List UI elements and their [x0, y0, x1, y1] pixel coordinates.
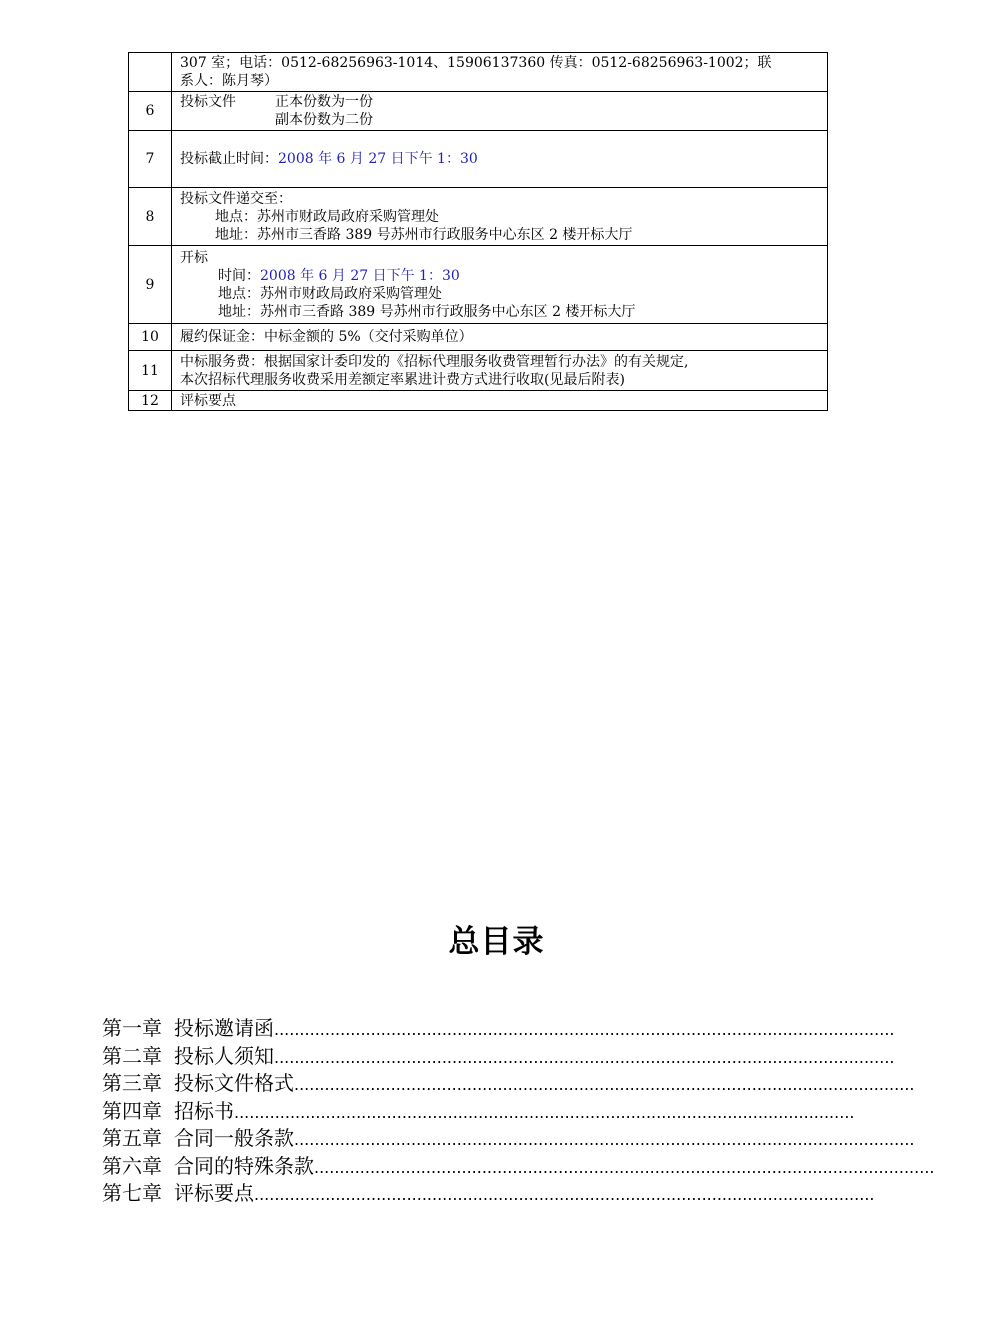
- toc-entry-4[interactable]: [102, 1095, 855, 1123]
- evaluation-points-cell: 评标要点: [172, 391, 828, 411]
- toc-chapter: 第一章: [102, 1016, 162, 1040]
- toc-leader-dots: ..........................................................................................................................: [294, 1130, 915, 1149]
- table-of-contents: [102, 1012, 935, 1205]
- opening-time-value: 2008 年 6 月 27 日下午 1：30: [260, 267, 460, 284]
- toc-title: 总目录: [448, 924, 545, 960]
- opening-title: 开标: [180, 249, 208, 266]
- bid-documents-cell: [172, 92, 828, 131]
- row-number: [129, 53, 172, 92]
- duplicate-copies: 副本份数为二份: [275, 112, 373, 128]
- opening-time: [180, 267, 821, 285]
- row-number: 6: [129, 92, 172, 131]
- toc-chapter-name: 评标要点: [174, 1181, 254, 1205]
- toc-chapter-name: 投标邀请函: [174, 1016, 274, 1040]
- table-row: [129, 188, 828, 246]
- toc-chapter-name: 合同的特殊条款: [174, 1153, 314, 1178]
- original-copies: 正本份数为一份: [275, 94, 373, 110]
- row-number: 10: [129, 324, 172, 351]
- table-row: [129, 53, 828, 92]
- toc-entry-7[interactable]: [102, 1177, 875, 1205]
- toc-leader-dots: ..........................................................................................................................: [274, 1020, 895, 1039]
- toc-chapter: 第五章: [102, 1126, 162, 1150]
- table-row: [129, 246, 828, 324]
- toc-leader-dots: ..........................................................................................................................: [234, 1102, 855, 1122]
- deadline-label: 投标截止时间：: [180, 151, 278, 167]
- opening-cell: [172, 246, 828, 324]
- toc-chapter: 第六章: [102, 1153, 162, 1178]
- table-row: [129, 324, 828, 351]
- row-number: 7: [129, 131, 172, 188]
- service-fee-line-2: 本次招标代理服务收费采用差额定率累进计费方式进行收取(见最后附表): [180, 371, 625, 388]
- deadline-value: 2008 年 6 月 27 日下午 1：30: [278, 151, 478, 167]
- contact-line-1: 307 室；电话：0512-68256963-1014、15906137360 传真：0512-68256963-1002；联: [180, 55, 772, 71]
- deadline-cell: [172, 131, 828, 188]
- service-fee-line-1: 中标服务费：根据国家计委印发的《招标代理服务收费管理暂行办法》的有关规定,: [180, 353, 689, 370]
- toc-chapter: 第七章: [102, 1181, 162, 1205]
- tender-info-table: [128, 52, 828, 411]
- submission-cell: [172, 188, 828, 246]
- submission-address: 地址：苏州市三香路 389 号苏州市行政服务中心东区 2 楼开标大厅: [215, 226, 633, 243]
- submission-title: 投标文件递交至：: [180, 190, 292, 207]
- toc-chapter-name: 招标书: [174, 1098, 234, 1123]
- toc-leader-dots: ..........................................................................................................................: [254, 1185, 875, 1204]
- row-number: 12: [129, 391, 172, 411]
- table-row: [129, 351, 828, 391]
- toc-entry-2[interactable]: [102, 1040, 895, 1068]
- table-row: [129, 92, 828, 131]
- performance-bond-cell: 履约保证金：中标金额的 5%（交付采购单位）: [172, 324, 828, 351]
- toc-entry-3[interactable]: [102, 1067, 915, 1095]
- table-row: [129, 391, 828, 411]
- opening-place: 地点：苏州市财政局政府采购管理处: [218, 285, 442, 302]
- toc-chapter: 第三章: [102, 1071, 162, 1095]
- toc-chapter-name: 投标人须知: [174, 1043, 274, 1068]
- row-number: 9: [129, 246, 172, 324]
- table-row: [129, 131, 828, 188]
- toc-entry-5[interactable]: [102, 1122, 915, 1150]
- toc-entry-1[interactable]: [102, 1012, 895, 1040]
- bid-documents-label: 投标文件: [180, 94, 236, 110]
- service-fee-cell: [172, 351, 828, 391]
- toc-chapter: 第二章: [102, 1043, 162, 1068]
- opening-address: 地址：苏州市三香路 389 号苏州市行政服务中心东区 2 楼开标大厅: [218, 303, 636, 320]
- toc-leader-dots: ..........................................................................................................................: [274, 1047, 895, 1067]
- toc-leader-dots: ..........................................................................................................................: [294, 1075, 915, 1094]
- toc-leader-dots: ..........................................................................................................................: [314, 1157, 935, 1177]
- toc-chapter-name: 合同一般条款: [174, 1126, 294, 1150]
- toc-entry-6[interactable]: [102, 1150, 935, 1178]
- row-number: 11: [129, 351, 172, 391]
- submission-place: 地点：苏州市财政局政府采购管理处: [215, 208, 439, 225]
- row-number: 8: [129, 188, 172, 246]
- contact-line-2: 系人：陈月琴）: [180, 73, 278, 89]
- toc-chapter-name: 投标文件格式: [174, 1071, 294, 1095]
- opening-time-label: 时间：: [218, 267, 260, 284]
- toc-chapter: 第四章: [102, 1098, 162, 1123]
- contact-cell: [172, 53, 828, 92]
